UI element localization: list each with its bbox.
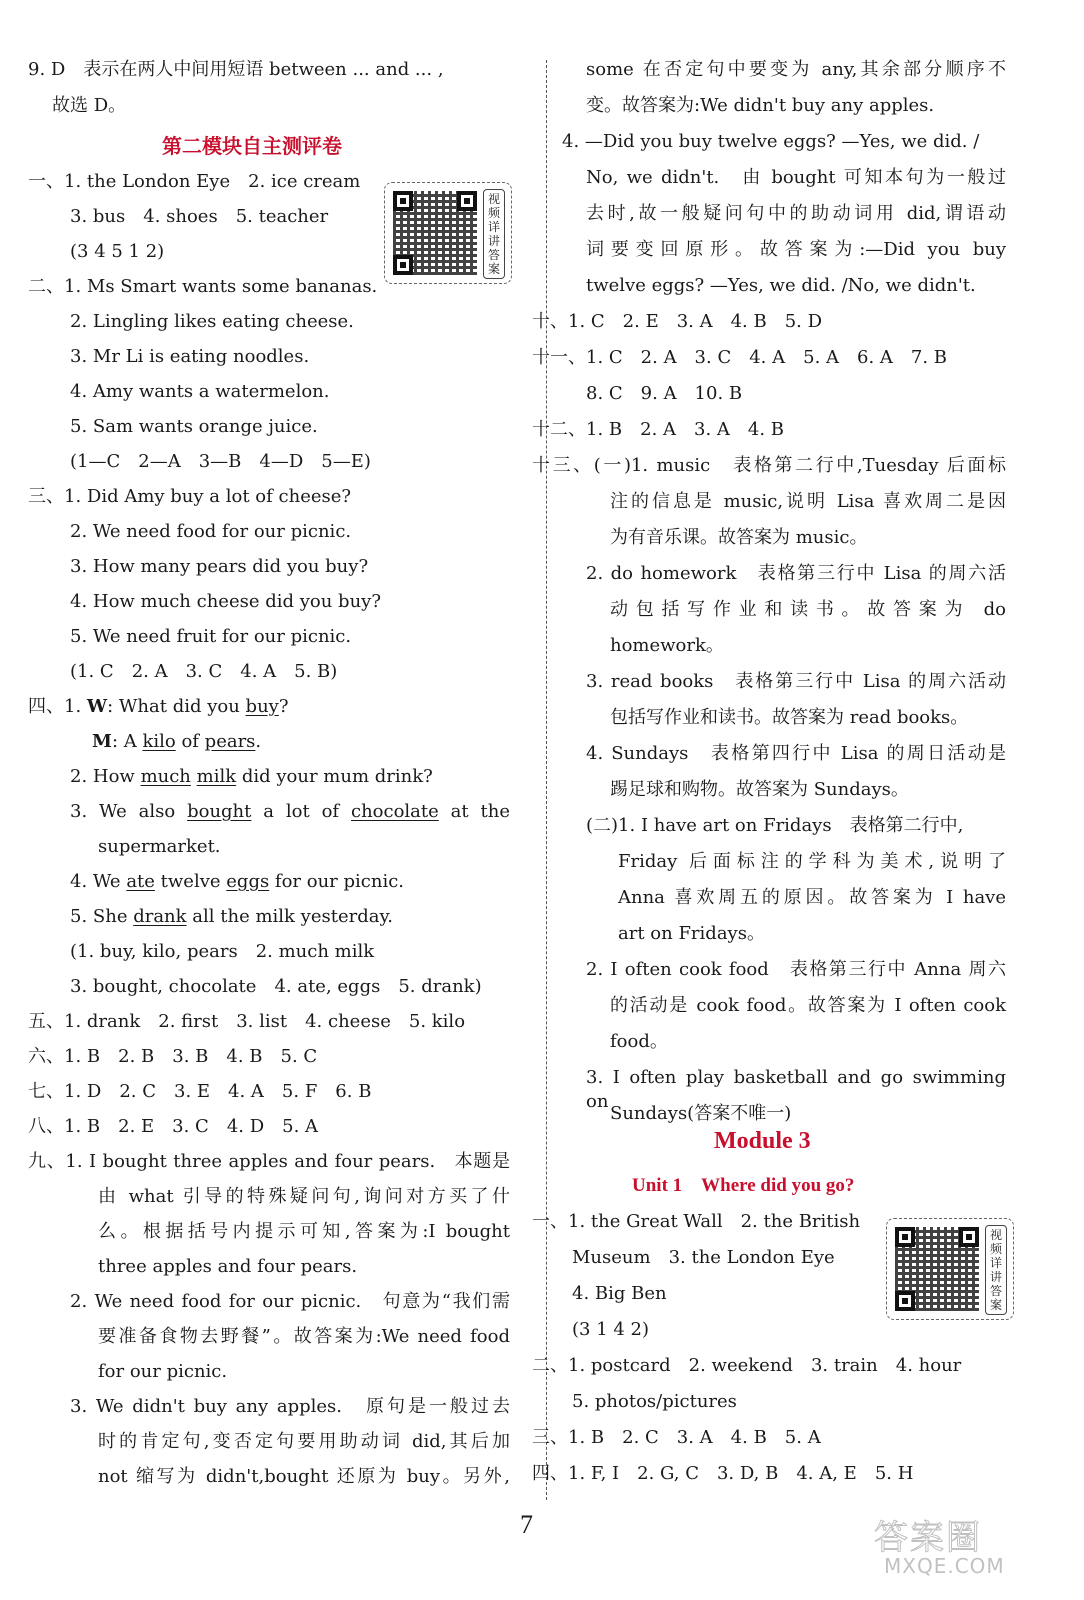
qr-finder-icon	[895, 1227, 915, 1247]
answer-line: 4. Amy wants a watermelon.	[70, 381, 330, 402]
qr-label: 视频详讲答案	[985, 1225, 1007, 1315]
answer-line: 3. How many pears did you buy?	[70, 556, 369, 577]
answer-line: 一、1. the London Eye 2. ice cream	[28, 171, 361, 192]
answer-line: 二、1. postcard 2. weekend 3. train 4. hour	[532, 1355, 962, 1376]
qr-finder-icon	[959, 1227, 979, 1247]
answer-line: 5. She drank all the milk yesterday.	[70, 906, 393, 927]
qr-finder-icon	[895, 1291, 915, 1311]
answer-line: 九、1. I bought three apples and four pears. 本题是	[28, 1151, 510, 1172]
answer-line: art on Fridays。	[618, 923, 765, 944]
answer-line: 时的肯定句,变否定句要用助动词 did,其后加	[98, 1431, 510, 1452]
answer-line: 十一、1. C 2. A 3. C 4. A 5. A 6. A 7. B	[532, 347, 948, 368]
section-title: 第二模块自主测评卷	[162, 134, 342, 158]
answer-line: (1. buy, kilo, pears 2. much milk	[70, 941, 375, 962]
answer-line: 五、1. drank 2. first 3. list 4. cheese 5. kilo	[28, 1011, 466, 1032]
answer-line: 4. Big Ben	[572, 1283, 667, 1304]
qr-label: 视频详讲答案	[483, 189, 505, 279]
answer-line: 词要变回原形。故答案为:—Did you buy	[586, 239, 1006, 260]
answer-line: 一、1. the Great Wall 2. the British	[532, 1211, 861, 1232]
answer-line: No, we didn't. 由 bought 可知本句为一般过	[586, 167, 1006, 188]
qr-code-box[interactable]	[384, 182, 512, 284]
page-number: 7	[520, 1510, 533, 1539]
qr-finder-icon	[393, 191, 413, 211]
watermark-text: 答案圈	[874, 1518, 982, 1558]
answer-line: 要准备食物去野餐”。故答案为:We need food	[98, 1326, 510, 1347]
answer-line: 2. We need food for our picnic. 句意为“我们需	[70, 1291, 510, 1312]
answer-line: 3. read books 表格第三行中 Lisa 的周六活动	[586, 671, 1006, 692]
answer-line: Friday 后面标注的学科为美术,说明了	[618, 851, 1006, 872]
answer-line: supermarket.	[98, 836, 221, 857]
answer-line: for our picnic.	[98, 1361, 228, 1382]
column-divider	[546, 60, 547, 1500]
answer-line: 3. Mr Li is eating noodles.	[70, 346, 310, 367]
answer-line: some 在否定句中要变为 any,其余部分顺序不	[586, 59, 1006, 80]
answer-line: 2. I often cook food 表格第三行中 Anna 周六	[586, 959, 1006, 980]
answer-line: 十、1. C 2. E 3. A 4. B 5. D	[532, 311, 823, 332]
answer-line: Sundays(答案不唯一)	[610, 1103, 792, 1124]
answer-line: 5. photos/pictures	[572, 1391, 737, 1412]
answer-line: 4. —Did you buy twelve eggs? —Yes, we did. /	[562, 131, 980, 152]
qr-finder-icon	[457, 191, 477, 211]
answer-line: 2. We need food for our picnic.	[70, 521, 352, 542]
answer-line: 由 what 引导的特殊疑问句,询问对方买了什	[98, 1186, 510, 1207]
answer-line: 三、1. B 2. C 3. A 4. B 5. A	[532, 1427, 821, 1448]
answer-line: 4. We ate twelve eggs for our picnic.	[70, 871, 405, 892]
answer-line: (3 4 5 1 2)	[70, 241, 165, 262]
unit-title: Unit 1 Where did you go?	[632, 1175, 855, 1196]
answer-line: 注的信息是 music,说明 Lisa 喜欢周二是因	[610, 491, 1006, 512]
answer-line: 去时,故一般疑问句中的助动词用 did,谓语动	[586, 203, 1006, 224]
answer-line: (3 1 4 2)	[572, 1319, 650, 1340]
answer-line: 4. How much cheese did you buy?	[70, 591, 381, 612]
answer-line: 十三、(一)1. music 表格第二行中,Tuesday 后面标	[532, 455, 1006, 476]
answer-line: (1—C 2—A 3—B 4—D 5—E)	[70, 451, 371, 472]
answer-line: 3. We also bought a lot of chocolate at the	[70, 801, 511, 822]
answer-line: 四、1. F, I 2. G, C 3. D, B 4. A, E 5. H	[532, 1463, 914, 1484]
answer-line: not 缩写为 didn't,bought 还原为 buy。另外,	[98, 1466, 510, 1487]
answer-line: 8. C 9. A 10. B	[586, 383, 743, 404]
answer-line: 2. Lingling likes eating cheese.	[70, 311, 354, 332]
answer-line: twelve eggs? —Yes, we did. /No, we didn't.	[586, 275, 976, 296]
answer-line: 故选 D。	[52, 95, 127, 116]
answer-line: 动包括写作业和读书。故答案为 do	[610, 599, 1006, 620]
answer-line: 包括写作业和读书。故答案为 read books。	[610, 707, 969, 728]
answer-line: 七、1. D 2. C 3. E 4. A 5. F 6. B	[28, 1081, 372, 1102]
qr-finder-icon	[393, 255, 413, 275]
answer-line: 3. bought, chocolate 4. ate, eggs 5. drank)	[70, 976, 482, 997]
answer-line: 六、1. B 2. B 3. B 4. B 5. C	[28, 1046, 318, 1067]
answer-line: 3. bus 4. shoes 5. teacher	[70, 206, 329, 227]
answer-line: 为有音乐课。故答案为 music。	[610, 527, 868, 548]
answer-line: 9. D 表示在两人中间用短语 between ... and ... ,	[28, 59, 444, 80]
watermark-url: MXQE.COM	[884, 1554, 1005, 1578]
answer-line: 变。故答案为:We didn't buy any apples.	[586, 95, 935, 116]
watermark	[874, 1510, 1064, 1580]
answer-line: 的活动是 cook food。故答案为 I often cook	[610, 995, 1006, 1016]
answer-line: 八、1. B 2. E 3. C 4. D 5. A	[28, 1116, 319, 1137]
answer-line: 5. We need fruit for our picnic.	[70, 626, 352, 647]
answer-line: three apples and four pears.	[98, 1256, 358, 1277]
module-title: Module 3	[714, 1128, 811, 1154]
answer-line: food。	[610, 1031, 668, 1052]
answer-line: 2. do homework 表格第三行中 Lisa 的周六活	[586, 563, 1006, 584]
answer-line: M: A kilo of pears.	[92, 731, 262, 752]
answer-line: 三、1. Did Amy buy a lot of cheese?	[28, 486, 352, 507]
answer-line: 么。根据括号内提示可知,答案为:I bought	[98, 1221, 510, 1242]
answer-line: (二)1. I have art on Fridays 表格第二行中,	[586, 815, 964, 836]
answer-line: 二、1. Ms Smart wants some bananas.	[28, 276, 378, 297]
answer-line: 四、1. W: What did you buy?	[28, 696, 289, 717]
qr-code-box[interactable]	[886, 1218, 1014, 1320]
answer-line: 十二、1. B 2. A 3. A 4. B	[532, 419, 785, 440]
answer-line: Anna 喜欢周五的原因。故答案为 I have	[618, 887, 1006, 908]
answer-line: 4. Sundays 表格第四行中 Lisa 的周日活动是	[586, 743, 1006, 764]
answer-line: 2. How much milk did your mum drink?	[70, 766, 433, 787]
answer-line: 3. We didn't buy any apples. 原句是一般过去	[70, 1396, 510, 1417]
answer-line: Museum 3. the London Eye	[572, 1247, 835, 1268]
answer-line: (1. C 2. A 3. C 4. A 5. B)	[70, 661, 338, 682]
answer-line: 3. I often play basketball and go swimming on	[586, 1067, 1006, 1112]
answer-line: 5. Sam wants orange juice.	[70, 416, 318, 437]
answer-line: 踢足球和购物。故答案为 Sundays。	[610, 779, 909, 800]
answer-line: homework。	[610, 635, 724, 656]
